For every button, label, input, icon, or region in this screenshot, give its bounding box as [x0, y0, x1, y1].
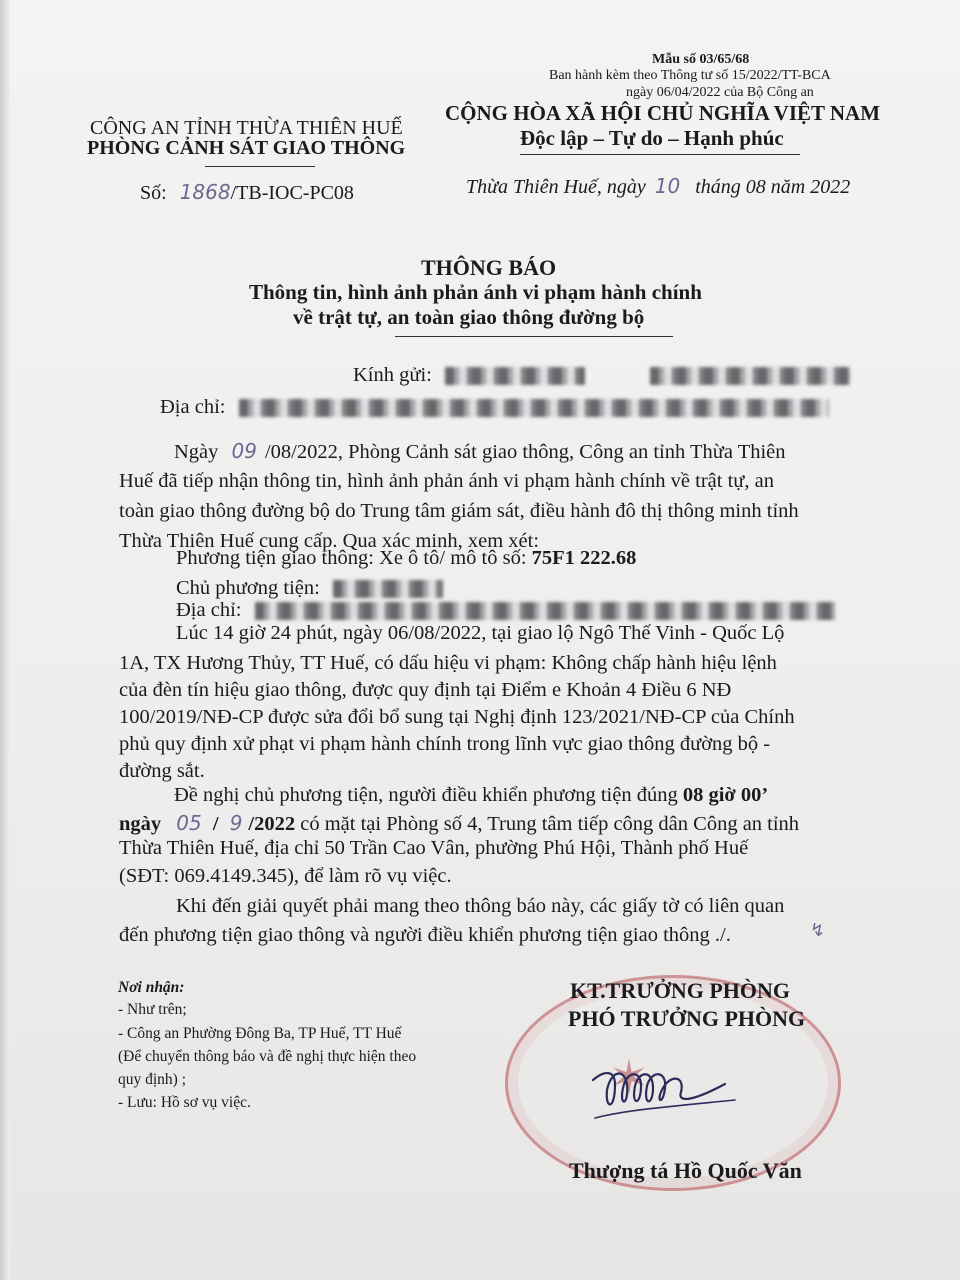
p1-line1-rest: /08/2022, Phòng Cảnh sát giao thông, Công an tỉnh Thừa Thiên — [264, 441, 786, 463]
vehicle-label: Phương tiện giao thông: Xe ô tô/ mô tô số: — [176, 547, 527, 569]
p3-day-handwritten: 05 — [176, 811, 202, 835]
notice-title: THÔNG BÁO — [421, 255, 557, 280]
paragraph3-line1 — [174, 780, 768, 810]
recipient-label: Kính gửi: — [353, 364, 432, 386]
recipients-line3: (Để chuyển thông báo và đề nghị thực hiện theo — [118, 1048, 417, 1065]
p3-line1-text: Đề nghị chủ phương tiện, người điều khiển phương tiện đúng — [174, 784, 678, 806]
paragraph2-line3: của đèn tín hiệu giao thông, được quy định tại Điểm e Khoản 4 Điều 6 NĐ — [119, 679, 732, 701]
handwritten-mark: ↯ — [810, 920, 826, 941]
agency-name: CÔNG AN TỈNH THỪA THIÊN HUẾ — [90, 117, 403, 139]
paragraph2-line4: 100/2019/NĐ-CP được sửa đổi bổ sung tại Nghị định 123/2021/NĐ-CP của Chính — [119, 706, 795, 728]
signature-title-line2: PHÓ TRƯỞNG PHÒNG — [568, 1006, 806, 1031]
vehicle-plate: 75F1 222.68 — [531, 547, 637, 569]
department-name: PHÒNG CẢNH SÁT GIAO THÔNG — [87, 137, 406, 159]
redacted-recipient-name — [445, 367, 585, 385]
recipient-address-label: Địa chỉ: — [160, 396, 226, 418]
recipient-line — [353, 360, 850, 390]
p3-month-handwritten: 9 — [229, 811, 243, 835]
signer-name: Thượng tá Hồ Quốc Văn — [569, 1158, 802, 1183]
motto-underline — [520, 154, 800, 155]
owner-label: Chủ phương tiện: — [176, 577, 320, 599]
paragraph3-line3: Thừa Thiên Huế, địa chỉ 50 Trần Cao Vân, phường Phú Hội, Thành phố Huế — [119, 837, 749, 859]
p3-time: 08 giờ 00’ — [682, 784, 769, 806]
republic-name: CỘNG HÒA XÃ HỘI CHỦ NGHĨA VIỆT NAM — [445, 101, 881, 125]
redacted-recipient-address — [239, 399, 829, 417]
signature-title-line1: KT.TRƯỞNG PHÒNG — [570, 978, 790, 1003]
recipients-line1: - Như trên; — [118, 1001, 187, 1018]
recipients-line4: quy định) ; — [118, 1071, 187, 1088]
recipient-address-line — [160, 392, 829, 422]
p3-line2-rest: có mặt tại Phòng số 4, Trung tâm tiếp công dân Công an tỉnh — [300, 813, 800, 835]
form-issued-line1: Ban hành kèm theo Thông tư số 15/2022/TT-BCA — [549, 68, 831, 83]
reference-number — [140, 180, 354, 205]
place-and-date — [466, 174, 850, 199]
handwritten-signature-icon — [585, 1040, 755, 1130]
paragraph2-line6: đường sắt. — [119, 760, 205, 782]
notice-subtitle-line2: về trật tự, an toàn giao thông đường bộ — [293, 305, 645, 329]
recipients-line2: - Công an Phường Đông Ba, TP Huế, TT Huế — [118, 1025, 402, 1042]
vehicle-line — [176, 543, 636, 573]
paragraph2-line5: phủ quy định xử phạt vi phạm hành chính trong lĩnh vực giao thông đường bộ - — [119, 733, 771, 755]
department-underline — [205, 166, 315, 167]
paragraph1-line2: Huế đã tiếp nhận thông tin, hình ảnh phản ánh vi phạm hành chính về trật tự, an — [119, 470, 774, 492]
redacted-recipient-extra — [650, 367, 850, 385]
seal-star-icon: ✶ — [608, 1052, 650, 1105]
recipients-heading: Nơi nhận: — [118, 979, 185, 996]
paragraph1-line3: toàn giao thông đường bộ do Trung tâm giám sát, điều hành đô thị thông minh tỉnh — [119, 500, 799, 522]
paragraph1-line4: Thừa Thiên Huế cung cấp. Qua xác minh, xem xét: — [119, 530, 540, 552]
paragraph3-line2: ngày 05 / 9 /2022 có mặt tại Phòng số 4, Trung tâm tiếp công dân Công an tỉnh — [119, 811, 800, 835]
paragraph2-line2: 1A, TX Hương Thủy, TT Huế, có dấu hiệu vi phạm: Không chấp hành hiệu lệnh — [119, 652, 777, 674]
notice-subtitle-line1: Thông tin, hình ảnh phản ánh vi phạm hành chính — [249, 280, 702, 304]
paragraph1-line1 — [174, 436, 786, 467]
p3-ngay: ngày — [119, 813, 162, 835]
place-date-suffix: tháng 08 năm 2022 — [695, 176, 851, 198]
paragraph3-line4: (SĐT: 069.4149.345), để làm rõ vụ việc. — [119, 865, 452, 887]
reference-handwritten: 1868 — [179, 180, 231, 204]
recipients-line5: - Lưu: Hồ sơ vụ việc. — [118, 1094, 251, 1111]
place-date-prefix: Thừa Thiên Huế, ngày — [466, 176, 646, 198]
date-day-handwritten: 10 — [654, 174, 681, 198]
p1-day-handwritten: 09 — [231, 439, 257, 463]
paragraph4-line2: đến phương tiện giao thông và người điều khiển phương tiện giao thông ./. — [119, 924, 731, 946]
reference-label: Số: — [140, 182, 167, 204]
title-underline — [395, 336, 673, 337]
reference-code: /TB-IOC-PC08 — [230, 182, 354, 204]
owner-address-label: Địa chỉ: — [176, 599, 242, 621]
paragraph4-line1: Khi đến giải quyết phải mang theo thông báo này, các giấy tờ có liên quan — [176, 895, 785, 917]
p3-year: /2022 — [248, 813, 296, 835]
paragraph2-line1: Lúc 14 giờ 24 phút, ngày 06/08/2022, tại giao lộ Ngô Thế Vinh - Quốc Lộ — [176, 622, 785, 644]
form-number: Mẫu số 03/65/68 — [652, 52, 750, 67]
form-issued-line2: ngày 06/04/2022 của Bộ Công an — [626, 85, 814, 100]
page-edge-shadow — [0, 0, 10, 1280]
p1-ngay: Ngày — [174, 441, 219, 463]
national-motto: Độc lập – Tự do – Hạnh phúc — [520, 126, 784, 150]
